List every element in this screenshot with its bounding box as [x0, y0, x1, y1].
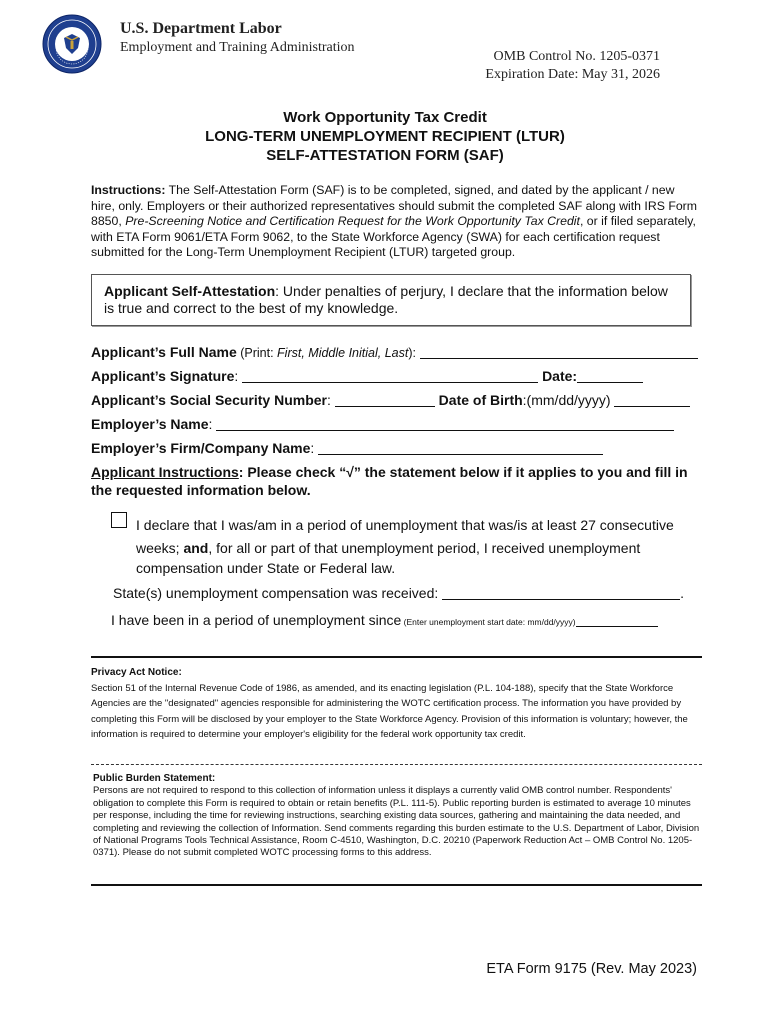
omb-control-number: OMB Control No. 1205-0371	[493, 49, 660, 64]
title-line-1: Work Opportunity Tax Credit	[283, 109, 487, 126]
declaration-compensation: , for all or part of that unemployment period, I received unemployment compensation under State or Federal law.	[136, 540, 641, 576]
privacy-heading: Privacy Act Notice:	[91, 667, 182, 678]
ssn-label: Applicant’s Social Security Number	[91, 392, 327, 408]
applicant-instructions-text: : Please check “√” the statement below if it applies to you and fill in the requested information below.	[91, 464, 688, 498]
full-name-label: Applicant’s Full Name	[91, 344, 237, 360]
full-name-close: ):	[408, 346, 416, 360]
administration-name: Employment and Training Administration	[120, 40, 355, 55]
unemployment-since-label: I have been in a period of unemployment since	[111, 612, 402, 628]
department-name: U.S. Department Labor	[120, 20, 282, 37]
applicant-instructions	[91, 463, 701, 499]
attestation-text: : Under penalties of perjury, I declare that the information below is true and correct to the best of my knowledge.	[104, 283, 668, 316]
declaration-line-2	[136, 535, 696, 578]
instructions-paragraph	[91, 183, 697, 261]
attestation-label: Applicant Self-Attestation	[104, 283, 276, 299]
date-label: Date:	[542, 368, 578, 384]
unemployment-since-row	[111, 612, 658, 628]
applicant-instructions-label: Applicant Instructions	[91, 464, 239, 480]
employer-field[interactable]	[216, 415, 674, 431]
declaration-and: and	[183, 540, 209, 556]
dol-seal-logo	[42, 14, 102, 74]
omb-block	[485, 48, 660, 84]
instructions-label: Instructions:	[91, 183, 166, 197]
ssn-field[interactable]	[335, 391, 435, 407]
firm-label: Employer’s Firm/Company Name	[91, 440, 311, 456]
ssn-row: Applicant’s Social Security Number: Date of Birth:(mm/dd/yyyy)	[91, 389, 711, 413]
employer-label: Employer’s Name	[91, 416, 209, 432]
privacy-bottom-rule	[91, 764, 702, 765]
agency-block	[120, 20, 355, 57]
privacy-text: Section 51 of the Internal Revenue Code of 1986, as amended, and its enacting legislation (P.L. 104-188), specify that the State Workforce Agencies are the "designated" agencies responsible for administering the WOTC certification process. The information you have provided by completing this Form will be disclosed by your employer to the State Workforce Agency. Provision of this information is voluntary; however, the information is required to determine your employer's eligibility for the federal work opportunity tax credit.	[91, 682, 688, 741]
title-line-2: LONG-TERM UNEMPLOYMENT RECIPIENT (LTUR)	[205, 128, 565, 145]
privacy-top-rule	[91, 656, 702, 658]
ltur-declaration-checkbox[interactable]	[111, 512, 127, 528]
signature-label: Applicant’s Signature	[91, 368, 235, 384]
expiration-date: Expiration Date: May 31, 2026	[485, 67, 660, 82]
full-name-print-note: (Print:	[236, 346, 278, 360]
firm-row: Employer’s Firm/Company Name:	[91, 437, 711, 461]
dob-field[interactable]	[614, 391, 690, 407]
instructions-text-2: , or if filed separately, with ETA Form 9061/ETA Form 9062, to the State Workforce Agency (SWA) for each certification request submitted for the Long-Term Unemployment Recipient (LTUR) targeted group.	[91, 214, 696, 259]
instructions-form-title: Pre-Screening Notice and Certification Request for the Work Opportunity Tax Credit	[125, 214, 580, 228]
form-title	[0, 108, 770, 165]
privacy-act-notice	[91, 665, 703, 743]
applicant-fields	[91, 341, 711, 461]
form-number-footer: ETA Form 9175 (Rev. May 2023)	[486, 961, 697, 977]
burden-text: Persons are not required to respond to this collection of information unless it displays a currently valid OMB control number. Respondents' obligation to complete this Form is required to obtain or retain benefits (P.L. 111-5). Public reporting burden is estimated to average 10 minutes per response, including the time for reviewing instructions, searching existing data sources, gathering and maintaining the data needed, and completing and reviewing the collection of Information. Send comments regarding this burden estimate to the U.S. Department of Labor, Division of National Programs Tools Technical Assistance, Room C-4510, Washington, D.C. 20210 (Paperwork Reduction Act – OMB Control No. 1205-0371). Please do not submit completed WOTC processing forms to this address.	[93, 785, 700, 859]
declaration-line-1: I declare that I was/am in a period of unemployment that was/is at least 27 consecutive	[136, 517, 674, 533]
state-compensation-row: State(s) unemployment compensation was received: .	[113, 585, 685, 601]
unemployment-since-hint: (Enter unemployment start date: mm/dd/yyyy)	[401, 617, 576, 627]
signature-row: Applicant’s Signature: Date:	[91, 365, 711, 389]
ltur-declaration	[136, 515, 696, 578]
burden-bottom-rule	[91, 884, 702, 886]
dob-format: :(mm/dd/yyyy)	[522, 392, 611, 408]
firm-field[interactable]	[318, 439, 603, 455]
state-compensation-field[interactable]	[442, 584, 680, 600]
full-name-field[interactable]	[420, 343, 698, 359]
title-line-3: SELF-ATTESTATION FORM (SAF)	[266, 147, 504, 164]
unemployment-since-field[interactable]	[576, 616, 658, 627]
dob-label: Date of Birth	[438, 392, 523, 408]
burden-heading: Public Burden Statement:	[93, 773, 216, 784]
instructions-text-1: The Self-Attestation Form (SAF) is to be completed, signed, and dated by the applicant / new hire, only. Employers or their authorized representatives should submit the completed SAF along with IRS Form 8850,	[91, 183, 698, 228]
full-name-row	[91, 341, 711, 365]
signature-field[interactable]	[242, 367, 538, 383]
declaration-weeks: weeks;	[136, 540, 184, 556]
date-field[interactable]	[577, 367, 643, 383]
public-burden-statement	[93, 773, 701, 860]
self-attestation-box	[91, 274, 691, 326]
state-compensation-label: State(s) unemployment compensation was received:	[113, 585, 439, 601]
full-name-hint: First, Middle Initial, Last	[277, 346, 409, 360]
employer-row: Employer’s Name:	[91, 413, 711, 437]
